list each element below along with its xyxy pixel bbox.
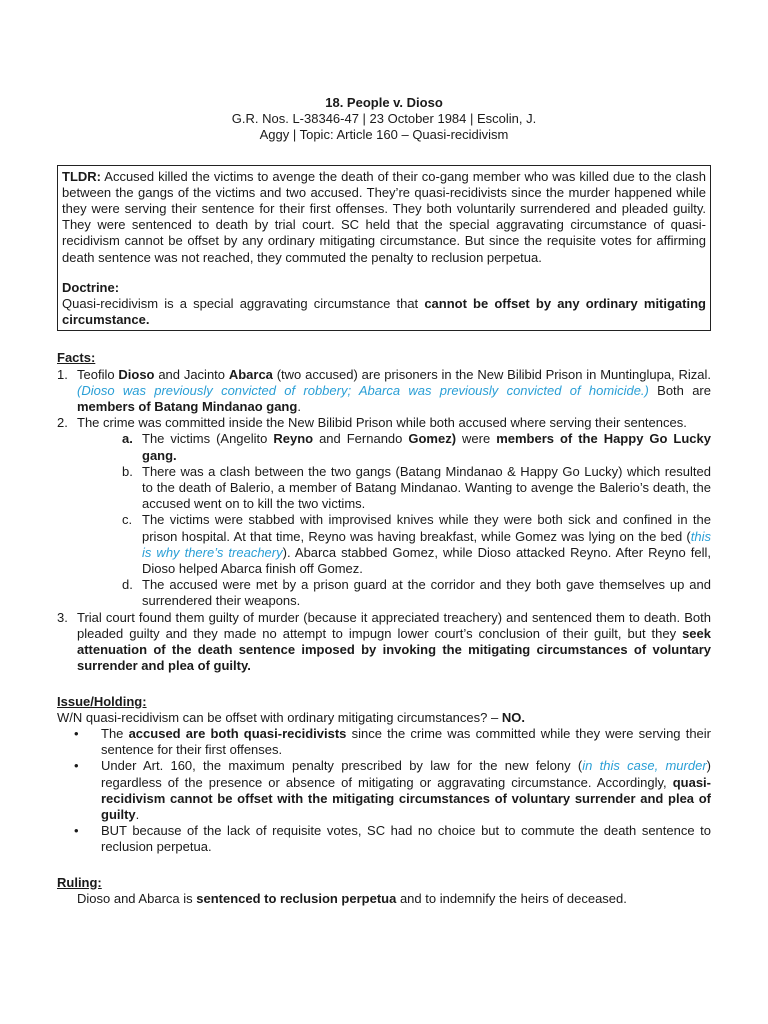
facts-list bbox=[57, 367, 711, 675]
holding-text: . bbox=[135, 806, 140, 822]
fact-highlight: this is why there’s treachery bbox=[142, 528, 711, 560]
fact-text: There was a clash between the two gangs (Batang Mindanao & Happy Go Lucky) which resulted to the death of Balerio, a member of Batang Mindanao. Wanting to avenge the Balerio’s death, the accused went on to kill the two victims. bbox=[142, 463, 711, 512]
ruling-text: Dioso and Abarca is bbox=[77, 890, 197, 906]
fact-subitem-c bbox=[122, 512, 711, 577]
fact-text: Both are bbox=[648, 382, 711, 398]
case-citation: G.R. Nos. L-38346-47 | 23 October 1984 | Escolin, J. bbox=[231, 111, 537, 127]
ruling-bold: sentenced to reclusion perpetua bbox=[196, 890, 397, 906]
subitem-letter: a. bbox=[122, 431, 133, 447]
ruling-heading: Ruling: bbox=[57, 874, 102, 890]
fact-text: Trial court found them guilty of murder (because it appreciated treachery) and sentenced them to death. Both pleaded guilty and they made no attempt to impugn lower court’s conclusion of their guilt, but they bbox=[77, 609, 711, 641]
answer-text: NO. bbox=[501, 709, 525, 725]
case-header bbox=[57, 95, 711, 144]
fact-sublist bbox=[122, 431, 711, 609]
holding-bold: accused are both quasi-recidivists bbox=[128, 725, 347, 741]
fact-text: The victims were stabbed with improvised knives while they were both sick and confined in the prison hospital. At that time, Reyno was having breakfast, while Gomez was lying on the bed ( bbox=[142, 512, 711, 544]
subitem-letter: d. bbox=[122, 577, 133, 593]
holding-text: BUT because of the lack of requisite votes, SC had no choice but to commute the death sentence to reclusion perpetua. bbox=[101, 823, 711, 855]
holding-highlight: in this case, murder bbox=[582, 758, 707, 774]
holding-list bbox=[57, 726, 711, 856]
case-title: 18. People v. Dioso bbox=[325, 95, 443, 110]
fact-subitem-d bbox=[122, 577, 711, 609]
fact-bold: Gomez) bbox=[408, 431, 457, 447]
fact-subitem-a bbox=[122, 431, 711, 463]
tldr-label: TLDR: bbox=[62, 168, 101, 184]
question-text: W/N quasi-recidivism can be offset with ordinary mitigating circumstances? – bbox=[57, 709, 502, 725]
holding-text: since the crime was committed while they were serving their sentence for their first offenses. bbox=[101, 725, 711, 758]
fact-item-3 bbox=[57, 610, 711, 675]
bullet-icon: • bbox=[74, 823, 79, 839]
facts-section bbox=[57, 350, 711, 674]
doctrine-paragraph bbox=[62, 296, 706, 328]
holding-text: The bbox=[101, 725, 129, 741]
fact-text: . bbox=[297, 399, 301, 415]
holding-text: ) regardless of the presence or absence of mitigating or aggravating circumstance. Accordingly, bbox=[101, 758, 711, 790]
fact-text: The accused were met by a prison guard at the corridor and they both gave themselves up and surrendered their weapons. bbox=[142, 577, 711, 609]
fact-text: were bbox=[456, 431, 497, 447]
facts-heading: Facts: bbox=[57, 350, 96, 366]
fact-bold: seek attenuation of the death sentence imposed by invoking the mitigating circumstances of voluntary surrender and plea of guilty. bbox=[77, 625, 711, 674]
holding-item-2 bbox=[57, 758, 711, 823]
tldr-text: Accused killed the victims to avenge the death of their co-gang member who was killed due to the clash between the gangs of the victims and two accused. They’re quasi-recidivists since the murder happened while they were serving their sentence for their first offenses. They both voluntarily surrendered and pleaded guilty. They were sentenced to death by trial court. SC held that the special aggravating circumstance of quasi-recidivism cannot be offset by any ordinary mitigating circumstance. But since the requisite votes for affirming death sentence was not reached, they commuted the penalty to reclusion perpetua. bbox=[62, 168, 706, 265]
issue-question bbox=[57, 710, 711, 726]
fact-text: The victims (Angelito bbox=[142, 431, 274, 447]
fact-item-2 bbox=[57, 415, 711, 609]
ruling-text: and to indemnify the heirs of deceased. bbox=[396, 890, 627, 906]
fact-text: and Fernando bbox=[313, 431, 409, 447]
holding-item-3 bbox=[57, 823, 711, 855]
fact-text: The crime was committed inside the New Bilibid Prison while both accused where serving their sentences. bbox=[77, 415, 687, 431]
fact-number: 2. bbox=[57, 415, 68, 431]
holding-item-1 bbox=[57, 726, 711, 758]
tldr-paragraph bbox=[62, 169, 706, 266]
fact-text: (two accused) are prisoners in the New Bilibid Prison in Muntinglupa, Rizal. bbox=[272, 366, 711, 382]
fact-number: 1. bbox=[57, 366, 68, 382]
issue-heading: Issue/Holding: bbox=[57, 693, 147, 709]
fact-number: 3. bbox=[57, 609, 68, 625]
subitem-letter: c. bbox=[122, 512, 133, 528]
holding-bold: quasi-recidivism cannot be offset with the mitigating circumstances of voluntary surrender and plea of guilty bbox=[101, 774, 711, 822]
fact-bold: Dioso bbox=[118, 366, 155, 382]
subitem-letter: b. bbox=[122, 463, 133, 479]
fact-text: Teofilo bbox=[77, 366, 119, 382]
fact-bold: Reyno bbox=[273, 431, 314, 447]
doctrine-bold: cannot be offset by any ordinary mitigating circumstance. bbox=[62, 296, 706, 328]
fact-bold: Abarca bbox=[228, 366, 273, 382]
fact-text: and Jacinto bbox=[154, 366, 229, 382]
tldr-box bbox=[57, 165, 711, 332]
fact-bold: members of the Happy Go Lucky gang. bbox=[142, 431, 712, 463]
fact-item-1 bbox=[57, 367, 711, 416]
fact-highlight: (Dioso was previously convicted of robbery; Abarca was previously convicted of homicide.) bbox=[77, 382, 649, 398]
case-topic: Aggy | Topic: Article 160 – Quasi-recidivism bbox=[259, 127, 509, 143]
fact-bold: members of Batang Mindanao gang bbox=[77, 399, 298, 415]
doctrine-text: Quasi-recidivism is a special aggravating circumstance that bbox=[62, 296, 425, 312]
fact-text: ). Abarca stabbed Gomez, while Dioso attacked Reyno. After Reyno fell, Dioso helped Abarca finish off Gomez. bbox=[142, 544, 711, 577]
ruling-paragraph bbox=[57, 891, 711, 907]
issue-section bbox=[57, 694, 711, 856]
bullet-icon: • bbox=[74, 758, 79, 774]
fact-subitem-b bbox=[122, 464, 711, 513]
doctrine-label: Doctrine: bbox=[62, 279, 120, 295]
holding-text: Under Art. 160, the maximum penalty prescribed by law for the new felony ( bbox=[101, 758, 583, 774]
ruling-section bbox=[57, 875, 711, 907]
bullet-icon: • bbox=[74, 725, 79, 741]
